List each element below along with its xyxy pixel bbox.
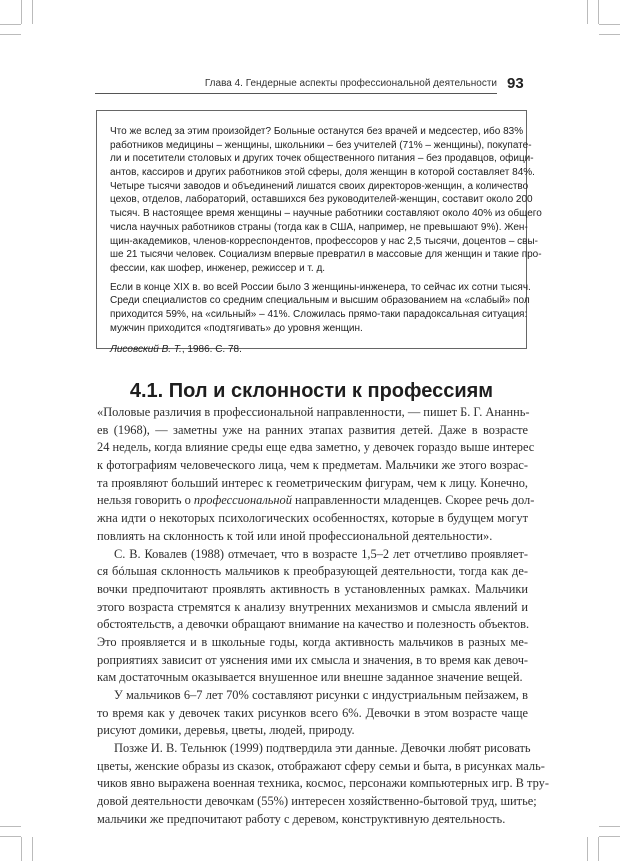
crop-mark: [599, 826, 620, 827]
crop-mark: [0, 836, 21, 837]
crop-mark: [599, 34, 620, 35]
text-line: Среди специалистов со средним специальным и высшим образованием на «слабый» пол: [110, 295, 530, 307]
text-line: рисуют домики, деревья, цветы, людей, природу.: [97, 723, 355, 738]
text-line: цехов, отделов, лабораторий, оставшихся без руководителей-женщин, составит около 200: [110, 194, 533, 206]
text-line: ся бóльшая склонность мальчиков к преобразующей деятельности, тогда как де-: [97, 564, 528, 579]
paragraph: [97, 740, 549, 828]
paragraph: [110, 125, 542, 276]
text-line: обстоятельств, а девочки обращают внимание на качество и полезность объектов.: [97, 617, 530, 632]
crop-mark: [21, 0, 22, 24]
text-line: повлиять на склонность к той или иной профессиональной деятельности».: [97, 528, 493, 543]
text-line: щин-академиков, членов-корреспондентов, профессоров у нас 2,5 тысячи, доцентов – свы-: [110, 235, 538, 247]
crop-mark: [32, 0, 33, 24]
text-line: С. В. Ковалев (1988) отмечает, что в возрасте 1,5–2 лет отчетливо проявляет-: [114, 546, 528, 561]
paragraph: [97, 404, 535, 546]
emphasis-text: профессиональной: [193, 493, 292, 508]
text-line: Позже И. В. Тельнюк (1999) подтвердила эти данные. Девочки любят рисовать: [114, 741, 531, 756]
body-text: [97, 404, 549, 829]
source-details: , 1986. С. 78.: [181, 344, 242, 356]
crop-mark: [32, 837, 33, 861]
quote-source: [110, 343, 513, 357]
text-line: жна идти о некоторых психологических особенностях, которые в будущем могут: [97, 511, 528, 526]
text-line: тысяч. В настоящее время женщины – научные работники составляют около 40% из общего: [110, 208, 542, 220]
crop-mark: [599, 24, 620, 25]
text-line: числа научных работников страны (тогда как в США, например, не превышают 9%). Жен-: [110, 221, 528, 233]
paragraph: [110, 281, 531, 336]
text-line: Четыре тысячи заводов и объединений лишатся своих директоров-женщин, а количество: [110, 180, 529, 192]
text-line: ше 21 тысячи человек. Социализм впервые превратил в массовые для женщин и такие про-: [110, 249, 542, 261]
crop-mark: [0, 34, 21, 35]
text-line: работников медицины – женщины, школьники – без учителей (71% – женщины), покупате-: [110, 139, 532, 151]
text-line: довой деятельности девочкам (55%) интересен хозяйственно-бытовой труд, шитье;: [97, 794, 537, 809]
quote-box: [96, 110, 542, 356]
text-line: вочки предпочитают проявлять активность в установленных рамках. Мальчики: [97, 581, 528, 596]
crop-mark: [0, 826, 21, 827]
text-line: мужчин приходится «подтягивать» до уровня женщин.: [110, 322, 363, 334]
text-line: [97, 492, 535, 510]
text-line: та проявляют больший интерес к геометрическим фигурам, чем к лицу. Конечно,: [97, 475, 528, 490]
text-span: направленности младенцев. Скорее речь дол-: [291, 493, 535, 508]
text-line: ли и посетители столовых и других точек общественного питания – без продавцов, офици-: [110, 153, 534, 165]
text-line: Это проявляется и в школьные годы, когда активность мальчиков в разных ме-: [97, 634, 528, 649]
section-heading: 4.1. Пол и склонности к профессиям: [129, 380, 494, 402]
text-line: мальчики же предпочитают работу с деревом, конструктивную деятельность.: [97, 811, 506, 826]
text-line: чиков явно выражена военная техника, космос, персонажи компьютерных игр. В тру-: [97, 776, 549, 791]
text-line: роприятиях зависит от уяснения ими их смысла и значения, в то время как девоч-: [97, 652, 529, 667]
crop-mark: [598, 837, 599, 861]
text-line: приходится 59%, на «сильный» – 41%. Сложилась прямо-таки парадоксальная ситуация:: [110, 308, 528, 320]
text-line: антов, кассиров и других работников этой сферы, доля женщин в которой составляет 84%.: [110, 167, 535, 179]
crop-mark: [0, 24, 21, 25]
running-header: Глава 4. Гендерные аспекты профессиональной деятельности: [95, 78, 497, 94]
text-line: Если в конце XIX в. во всей России было 3 женщины-инженера, то сейчас их сотни тысяч.: [110, 281, 531, 293]
text-line: У мальчиков 6–7 лет 70% составляют рисунки с индустриальным пейзажем, в: [114, 688, 528, 702]
text-line: цветы, женские образы из сказок, отображают сферу семьи и быта, в рисунках маль-: [97, 758, 545, 773]
paragraph: [97, 546, 528, 688]
text-line: ев (1968), — заметны уже на ранних этапах развития детей. Даже в возрасте: [97, 422, 528, 437]
crop-mark: [587, 0, 588, 24]
text-span: нельзя говорить о: [97, 493, 194, 508]
text-line: кам достаточным оказывается внушенное или внешне заданное значение вещей.: [97, 670, 523, 685]
text-line: этого возраста стремятся к анализу внутренних механизмов и смысла явлений и: [97, 599, 528, 614]
text-line: фессии, как шофер, инженер, режиссер и т. д.: [110, 262, 326, 274]
page-number: 93: [507, 75, 524, 92]
text-line: 24 недель, когда влияние среды еще едва заметно, у девочек гораздо выше интерес: [97, 440, 535, 455]
crop-mark: [21, 837, 22, 861]
crop-mark: [598, 0, 599, 24]
paragraph: [97, 687, 528, 740]
text-line: то время как у девочек таких рисунков всего 6%. Девочки в этом возрасте чаще: [97, 705, 528, 720]
text-line: Что же вслед за этим произойдет? Больные останутся без врачей и медсестер, ибо 83%: [110, 126, 524, 137]
source-author: Лисовский В. Т.: [110, 344, 182, 356]
text-line: «Половые различия в профессиональной направленности, — пишет Б. Г. Ананнь-: [97, 405, 530, 419]
text-line: к фотографиям человеческого лица, чем к предметам. Мальчики же этого возрас-: [97, 458, 528, 473]
crop-mark: [599, 836, 620, 837]
crop-mark: [587, 837, 588, 861]
